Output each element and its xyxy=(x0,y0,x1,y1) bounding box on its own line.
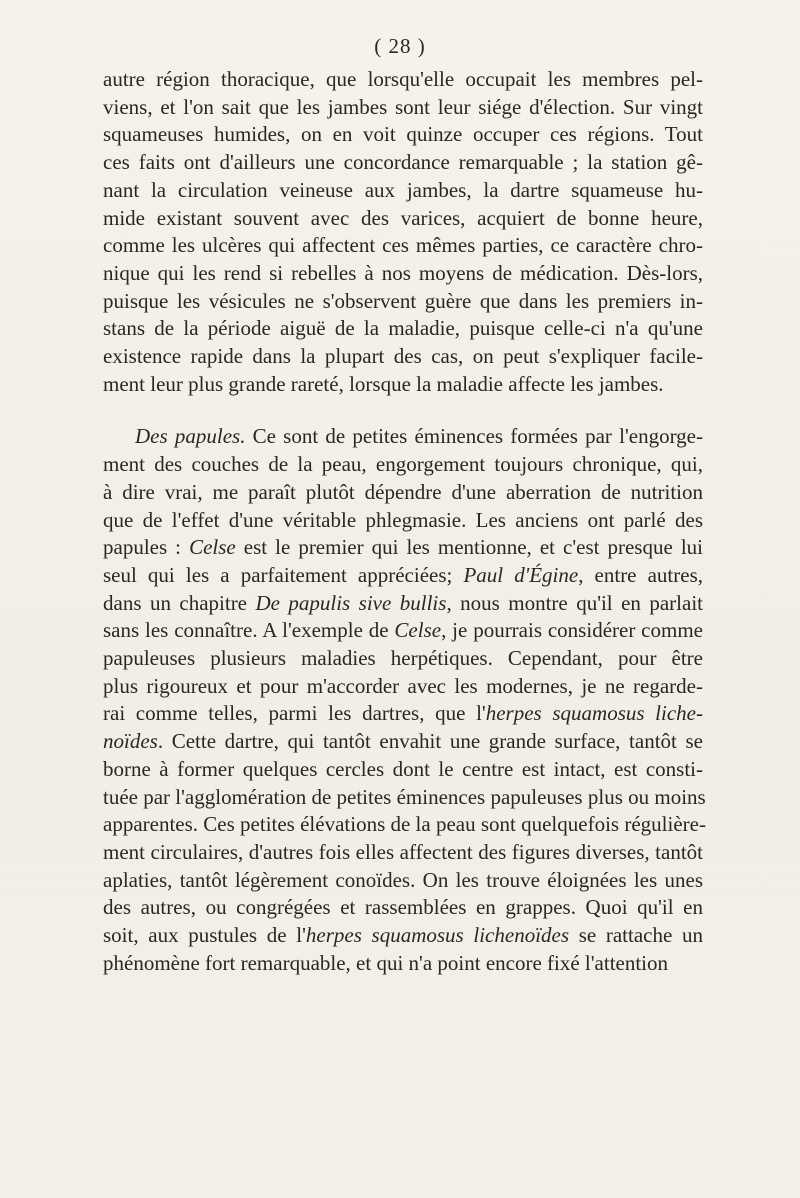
text-line xyxy=(103,423,703,451)
text-segment: tuée par l'agglomération de petites éminences papuleuses plus ou moins xyxy=(103,784,706,809)
text-line xyxy=(103,700,703,728)
text-segment: squameuses humides, on en voit quinze occuper ces régions. Tout xyxy=(103,122,703,147)
text-line xyxy=(103,562,703,590)
text-segment: puisque les vésicules ne s'observent guère que dans les premiers in- xyxy=(103,288,703,313)
text-segment: soit, aux pustules de l' xyxy=(103,923,306,948)
italic-text: noïdes xyxy=(103,729,158,754)
text-segment: ment circulaires, d'autres fois elles affectent des figures diverses, tantôt xyxy=(103,839,703,864)
text-segment: sans les connaître. A l'exemple de xyxy=(103,618,395,643)
text-segment: seul qui les a parfaitement appréciées; xyxy=(103,562,464,587)
text-segment: rai comme telles, parmi les dartres, que l' xyxy=(103,701,486,726)
text-segment: papules : xyxy=(103,535,190,560)
text-segment: phénomène fort remarquable, et qui n'a point encore fixé l'attention xyxy=(103,950,669,975)
text-line xyxy=(103,371,703,399)
text-segment: ment leur plus grande rareté, lorsque la maladie affecte les jambes. xyxy=(103,371,664,396)
text-segment: , nous montre qu'il en parlait xyxy=(446,590,703,615)
text-line xyxy=(103,534,703,562)
italic-text: Celse xyxy=(394,618,442,643)
italic-text: Des papules. xyxy=(135,424,246,449)
text-line xyxy=(103,149,703,177)
text-segment: ces faits ont d'ailleurs une concordance remarquable ; la station gê- xyxy=(103,150,703,175)
text-segment: existence rapide dans la plupart des cas, on peut s'expliquer facile- xyxy=(103,344,703,369)
text-line xyxy=(103,590,703,618)
text-line xyxy=(103,315,703,343)
text-segment: se rattache un xyxy=(569,923,703,948)
text-line xyxy=(103,645,703,673)
text-segment: des autres, ou congrégées et rassemblées en grappes. Quoi qu'il en xyxy=(103,895,703,920)
paragraph-1 xyxy=(103,66,703,398)
text-segment: aplaties, tantôt légèrement conoïdes. On les trouve éloignées les unes xyxy=(103,867,703,892)
text-line xyxy=(103,728,703,756)
text-segment: autre région thoracique, que lorsqu'elle occupait les membres pel- xyxy=(103,67,703,91)
text-segment: est le premier qui les mentionne, et c'est presque lui xyxy=(235,535,703,560)
text-segment: , entre autres, xyxy=(578,562,703,587)
text-line xyxy=(103,343,703,371)
text-line xyxy=(103,950,703,978)
text-line xyxy=(103,260,703,288)
text-segment: borne à former quelques cercles dont le centre est intact, est consti- xyxy=(103,756,703,781)
text-segment: que de l'effet d'une véritable phlegmasie. Les anciens ont parlé des xyxy=(103,507,703,532)
text-segment: dans un chapitre xyxy=(103,590,256,615)
text-line xyxy=(103,479,703,507)
paragraph-gap xyxy=(103,398,703,423)
text-segment: , je pourrais considérer comme xyxy=(441,618,703,643)
text-line xyxy=(103,784,706,812)
italic-text: De papulis sive bullis xyxy=(255,590,447,615)
text-line xyxy=(103,288,703,316)
text-segment: nique qui les rend si rebelles à nos moyens de médication. Dès-lors, xyxy=(103,260,703,285)
text-segment: Ce sont de petites éminences formées par l'engorge- xyxy=(245,424,703,449)
text-line xyxy=(103,839,703,867)
italic-text: herpes squamosus lichenoïdes xyxy=(305,923,570,948)
body-text xyxy=(103,66,706,978)
text-segment: apparentes. Ces petites élévations de la peau sont quelquefois régulière- xyxy=(103,812,706,837)
text-line xyxy=(103,617,703,645)
text-line xyxy=(103,894,703,922)
italic-text: Paul d'Égine xyxy=(463,562,579,587)
text-line xyxy=(103,922,703,950)
text-line xyxy=(103,232,703,260)
text-segment: . Cette dartre, qui tantôt envahit une grande surface, tantôt se xyxy=(157,729,703,754)
text-line xyxy=(103,66,703,94)
text-line xyxy=(103,451,703,479)
text-line xyxy=(103,811,706,839)
text-segment: à dire vrai, me paraît plutôt dépendre d'une aberration de nutrition xyxy=(103,479,703,504)
paragraph-2 xyxy=(103,423,706,977)
text-line xyxy=(103,756,703,784)
text-line xyxy=(103,94,703,122)
text-line xyxy=(103,507,703,535)
page-number: ( 28 ) xyxy=(374,34,426,58)
text-segment: comme les ulcères qui affectent ces mêmes parties, ce caractère chro- xyxy=(103,233,703,258)
text-line xyxy=(103,867,703,895)
text-segment: papuleuses plusieurs maladies herpétiques. Cependant, pour être xyxy=(103,646,703,671)
italic-text: herpes squamosus liche- xyxy=(485,701,703,726)
text-line xyxy=(103,121,703,149)
text-line xyxy=(103,205,703,233)
text-segment: stans de la période aiguë de la maladie, puisque celle-ci n'a qu'une xyxy=(103,316,703,341)
italic-text: Celse xyxy=(189,535,236,560)
text-segment: mide existant souvent avec des varices, acquiert de bonne heure, xyxy=(103,205,703,230)
text-segment: ment des couches de la peau, engorgement toujours chronique, qui, xyxy=(103,452,703,477)
text-segment: plus rigoureux et pour m'accorder avec les modernes, je ne regarde- xyxy=(103,673,703,698)
text-line xyxy=(103,177,703,205)
text-segment: viens, et l'on sait que les jambes sont leur siége d'élection. Sur vingt xyxy=(103,94,703,119)
text-segment: nant la circulation veineuse aux jambes, la dartre squameuse hu- xyxy=(103,177,703,202)
text-line xyxy=(103,673,703,701)
